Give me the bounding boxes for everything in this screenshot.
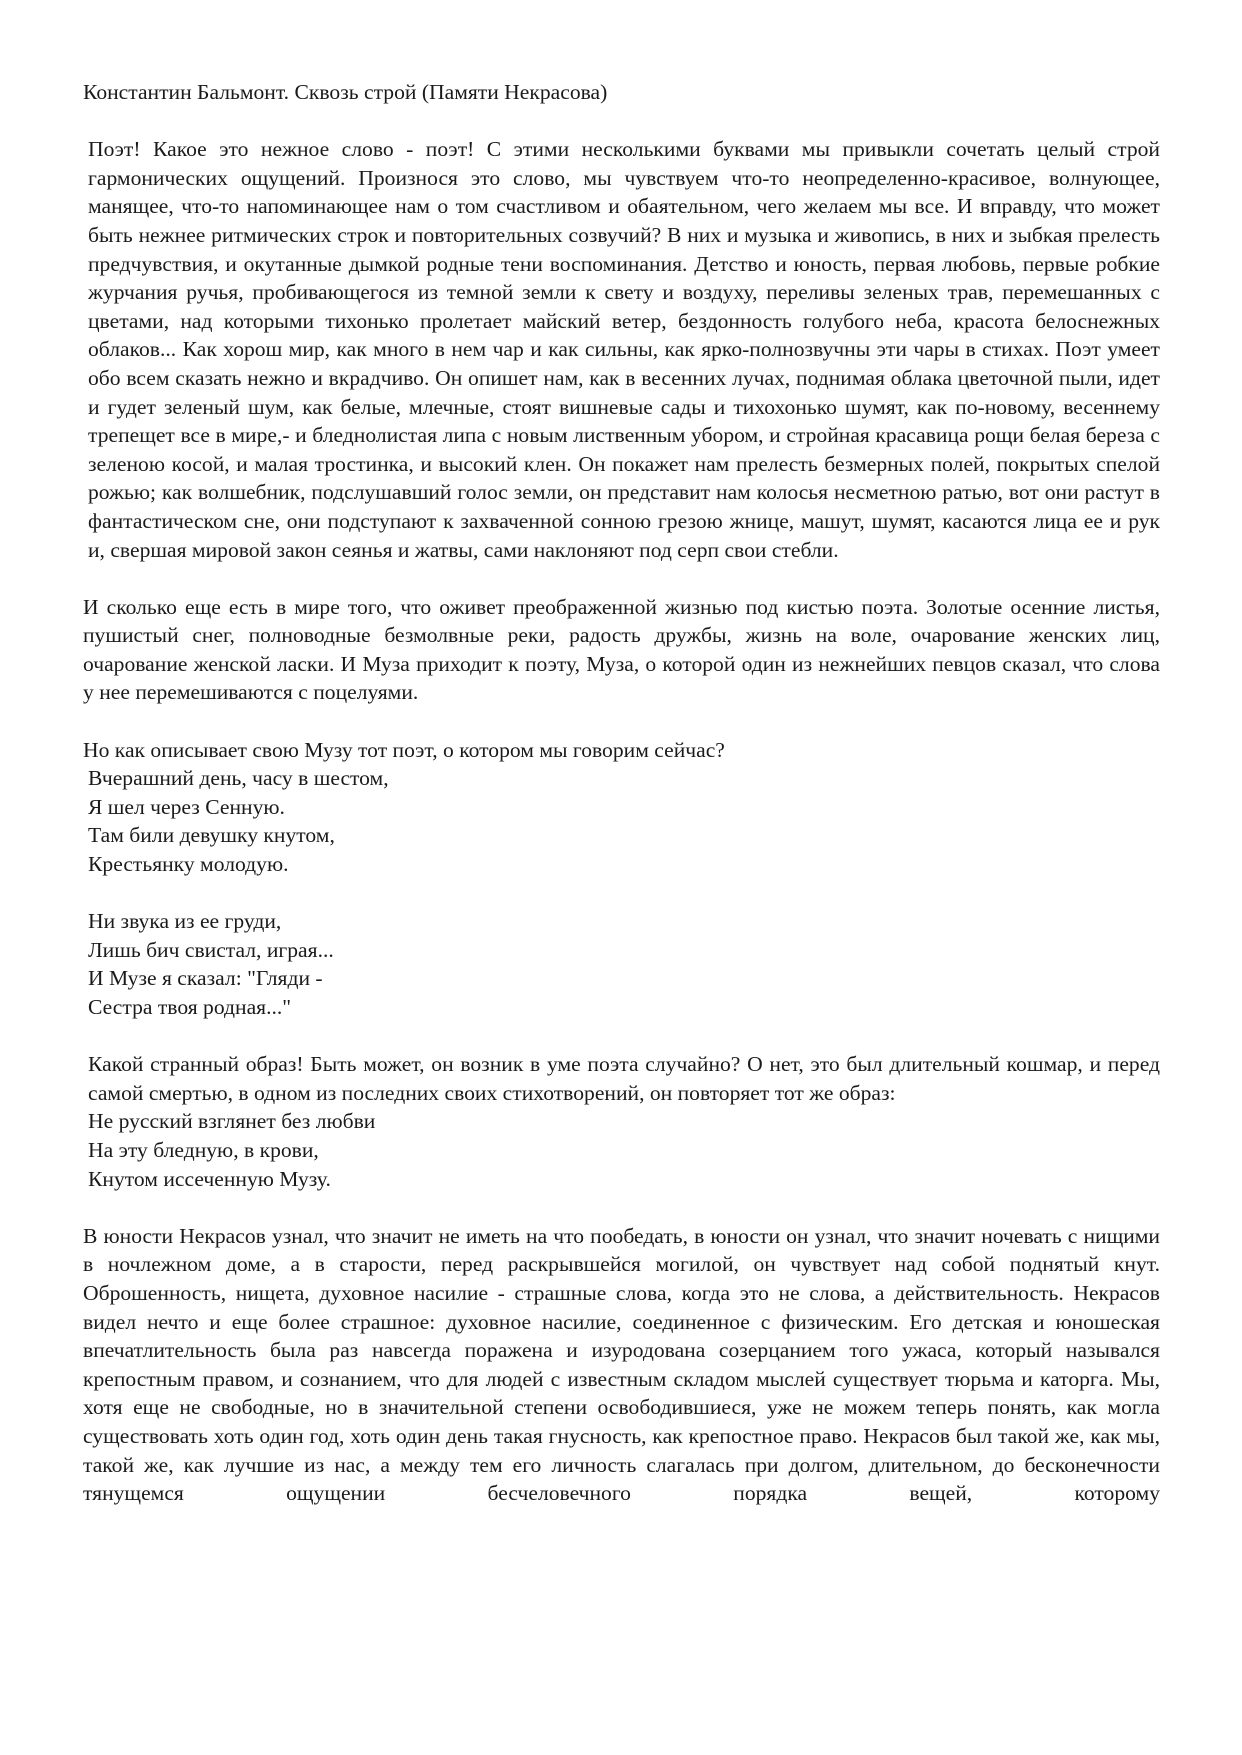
document-page [83,78,1160,1508]
poem-stanza-3 [83,1107,1160,1193]
poem-line: Я шел через Сенную. [88,794,285,819]
poem-line: И Музе я сказал: "Гляди - [88,966,323,991]
poem-stanza-1 [83,764,1160,878]
paragraph-strange-image: Какой странный образ! Быть может, он возник в уме поэта случайно? О нет, это был длительный кошмар, и перед самой смертью, в одном из последних своих стихотворений, он повторяет тот же образ: [88,1052,1160,1105]
poem-stanza-2 [83,907,1160,1021]
poem-line: Вчерашний день, часу в шестом, [88,766,389,791]
paragraph-poet-intro: Поэт! Какое это нежное слово - поэт! С этими несколькими буквами мы привыкли сочетать целый строй гармонических ощущений. Произнося это слово, мы чувствуем что-то неопределенно-красивое, волнующее, манящее, что-то напоминающее нам о том счастливом и обаятельном, чего желаем мы все. И вправду, что может быть нежнее ритмических строк и повторительных созвучий? В них и музыка и живопись, в них и зыбкая прелесть предчувствия, и окутанные дымкой родные тени воспоминания. Детство и юность, первая любовь, первые робкие журчания ручья, пробивающегося из темной земли к свету и воздуху, переливы зеленых трав, перемешанных с цветами, над которыми тихонько пролетает майский ветер, бездонность голубого неба, красота белоснежных облаков... Как хорош мир, как много в нем чар и как сильны, как ярко-полнозвучны эти чары в стихах. Поэт умеет обо всем сказать нежно и вкрадчиво. Он опишет нам, как в весенних лучах, поднимая облака цветочной пыли, идет и гудет зеленый шум, как белые, млечные, стоят вишневые сады и тихохонько шумят, как по-новому, весеннему трепещет все в мире,- и бледнолистая липа с новым лиственным убором, и стройная красавица рощи белая береза с зеленою косой, и малая тростинка, и высокий клен. Он покажет нам прелесть безмерных полей, покрытых спелой рожью; как волшебник, подслушавший голос земли, он представит нам колосья несметною ратью, вот они растут в фантастическом сне, они подступают к захваченной сонною грезою жнице, машут, шумят, касаются лица ее и рук и, свершая мировой закон сеянья и жатвы, сами наклоняют под серп свои стебли. [88,137,1160,562]
poem-line: Ни звука из ее груди, [88,909,282,934]
poem-line: Не русский взглянет без любви [88,1109,376,1134]
poem-line: Там били девушку кнутом, [88,823,335,848]
poem-line: Крестьянку молодую. [88,852,289,877]
paragraph-muse: И сколько еще есть в мире того, что оживет преображенной жизнью под кистью поэта. Золотые осенние листья, пушистый снег, полноводные безмолвные реки, радость дружбы, жизнь на воле, очарование женских лиц, очарование женской ласки. И Муза приходит к поэту, Муза, о которой один из нежнейших певцов сказал, что слова у нее перемешиваются с поцелуями. [83,594,1160,705]
paragraph-nekrasov-youth: В юности Некрасов узнал, что значит не иметь на что пообедать, в юности он узнал, что значит ночевать с нищими в ночлежном доме, а в старости, перед раскрывшейся могилой, он чувствует над собой поднятый кнут. Оброшенность, нищета, духовное насилие - страшные слова, когда это не слова, а действительность. Некрасов видел нечто и еще более страшное: духовное насилие, соединенное с физическим. Его детская и юношеская впечатлительность была раз навсегда поражена и изуродована созерцанием того ужаса, который назывался крепостным правом, и сознанием, что для людей с известным складом мыслей существует тюрьма и каторга. Мы, хотя еще не свободные, но в значительной степени освободившиеся, уже не можем теперь понять, как могла существовать хоть один год, хоть один день такая гнусность, как крепостное право. Некрасов был такой же, как мы, такой же, как лучшие из нас, а между тем его личность слагалась при долгом, длительном, до бесконечности тянущемся ощущении бесчеловечного порядка вещей, которому [83,1223,1160,1506]
document-title: Константин Бальмонт. Сквозь строй (Памяти Некрасова) [83,80,608,104]
poem-line: Лишь бич свистал, играя... [88,937,334,962]
poem-line: Кнутом иссеченную Музу. [88,1166,331,1191]
paragraph-question: Но как описывает свою Музу тот поэт, о котором мы говорим сейчас? [83,737,725,762]
poem-line: На эту бледную, в крови, [88,1137,319,1162]
poem-line: Сестра твоя родная..." [88,995,292,1019]
